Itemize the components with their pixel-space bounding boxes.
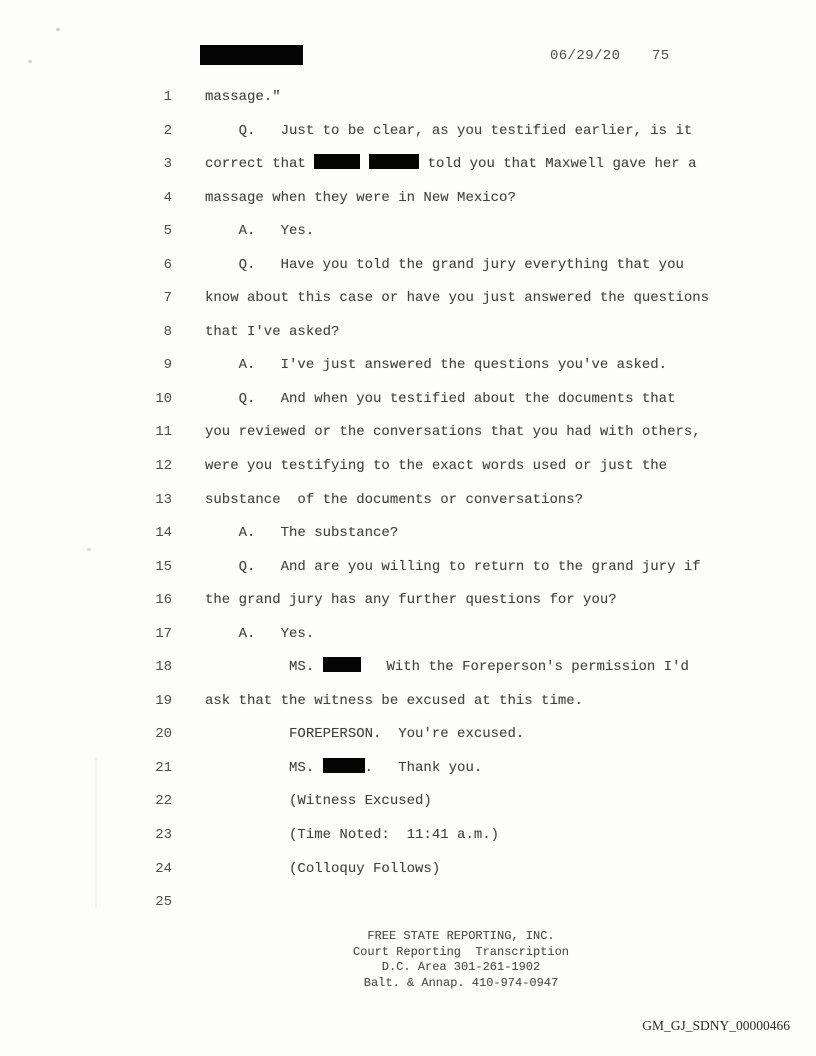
line-number: 21 [155,759,172,776]
transcript-line [0,785,816,819]
text-segment: told you that Maxwell gave her a [419,156,697,173]
header-date: 06/29/20 [550,48,621,64]
line-number: 15 [155,558,172,575]
transcript-line [0,685,816,719]
bates-number: GM_GJ_SDNY_00000466 [642,1018,790,1033]
transcript-line [0,819,816,853]
line-number: 22 [155,793,172,810]
transcript-line [0,416,816,450]
line-number: 20 [155,726,172,743]
line-number: 4 [163,189,172,206]
footer-line: D.C. Area 301-261-1902 [381,960,541,974]
text-segment: massage." [205,89,281,105]
line-number: 12 [155,458,172,475]
scan-artifact [95,758,97,908]
footer-line: Balt. & Annap. 410-974-0947 [363,975,559,990]
line-number: 9 [163,357,172,374]
redaction-box [323,657,362,672]
transcript-line [0,81,816,115]
text-segment: substance of the documents or conversations? [205,491,584,508]
transcript-line [0,115,816,149]
text-segment: the grand jury has any further questions for you? [205,592,617,609]
transcript-line [0,316,816,350]
line-number: 2 [163,122,172,139]
redaction-box [314,154,360,169]
line-text [205,416,701,450]
text-segment: massage when they were in New Mexico? [205,189,516,206]
line-text [205,819,499,853]
line-text [205,517,398,551]
line-number: 7 [163,290,172,307]
line-text [205,685,583,719]
transcript-line [0,517,816,551]
line-number: 11 [155,424,172,441]
reporter-footer [261,929,661,991]
transcript-line [0,886,816,920]
line-number: 18 [155,659,172,676]
line-text [205,81,281,115]
line-number: 17 [155,625,172,642]
text-segment: you reviewed or the conversations that you had with others, [205,424,701,441]
text-segment: . Thank you. [364,759,483,776]
transcript-line [0,215,816,249]
text-segment: A. The substance? [205,525,399,542]
line-number: 16 [155,592,172,609]
transcript-line [0,148,816,182]
line-text [205,349,667,383]
transcript-line [0,249,816,283]
text-segment: With the Foreperson's permission I'd [361,659,689,676]
line-number: 10 [155,390,172,407]
line-text [205,584,617,618]
line-text [205,148,696,182]
text-segment [360,156,368,172]
transcript-lines [0,81,816,920]
line-text [205,215,314,249]
scan-artifact [56,28,60,31]
line-number: 13 [155,491,172,508]
transcript-line [0,551,816,585]
line-text [205,718,524,752]
line-text [205,752,482,786]
text-segment: (Witness Excused) [205,793,432,810]
header-redaction-bar [200,45,303,65]
text-segment: Q. And when you testified about the documents that [205,390,676,407]
text-segment: (Time Noted: 11:41 a.m.) [205,827,500,844]
line-text [205,551,701,585]
text-segment: ask that the witness be excused at this time. [205,692,584,709]
line-text [205,651,689,685]
text-segment: MS. [205,659,323,676]
line-text [205,282,709,316]
transcript-line [0,584,816,618]
line-text [205,249,684,283]
line-text [205,316,339,350]
transcript-line [0,484,816,518]
text-segment: A. I've just answered the questions you've asked. [205,357,668,374]
line-number: 14 [155,525,172,542]
line-text [205,785,432,819]
transcript-line [0,718,816,752]
line-text [205,383,675,417]
line-number: 19 [155,692,172,709]
text-segment: Q. And are you willing to return to the grand jury if [205,558,701,575]
transcript-line [0,853,816,887]
transcript-line [0,383,816,417]
line-number: 3 [163,156,172,173]
transcript-line [0,349,816,383]
line-number: 25 [155,894,172,911]
footer-line: FREE STATE REPORTING, INC. [367,929,555,943]
transcript-line [0,182,816,216]
line-number: 24 [155,860,172,877]
text-segment: were you testifying to the exact words used or just the [205,458,668,475]
line-number: 6 [163,256,172,273]
line-text [205,853,440,887]
transcript-line [0,282,816,316]
text-segment: (Colloquy Follows) [205,860,441,877]
line-text [205,484,583,518]
text-segment: MS. [205,759,323,776]
line-number: 8 [163,323,172,340]
redaction-box [323,758,365,773]
text-segment: that I've asked? [205,323,340,340]
transcript-line [0,752,816,786]
transcript-line [0,450,816,484]
line-text [205,618,314,652]
line-text [205,182,516,216]
text-segment: correct that [205,156,315,173]
text-segment: A. Yes. [205,223,315,240]
text-segment: Q. Have you told the grand jury everything that you [205,256,684,273]
text-segment: A. Yes. [205,625,315,642]
scan-artifact [28,60,32,63]
text-segment: know about this case or have you just answered the questions [205,290,710,307]
line-number: 1 [163,89,172,105]
transcript-line [0,618,816,652]
text-segment: FOREPERSON. You're excused. [205,726,525,743]
text-segment: Q. Just to be clear, as you testified earlier, is it [205,122,693,139]
transcript-line [0,651,816,685]
line-text [205,115,692,149]
redaction-box [369,154,419,169]
line-number: 5 [163,223,172,240]
line-text [205,450,667,484]
scan-artifact [87,548,91,551]
footer-line: Court Reporting Transcription [352,944,570,959]
line-number: 23 [155,827,172,844]
header-page-number: 75 [652,48,670,64]
